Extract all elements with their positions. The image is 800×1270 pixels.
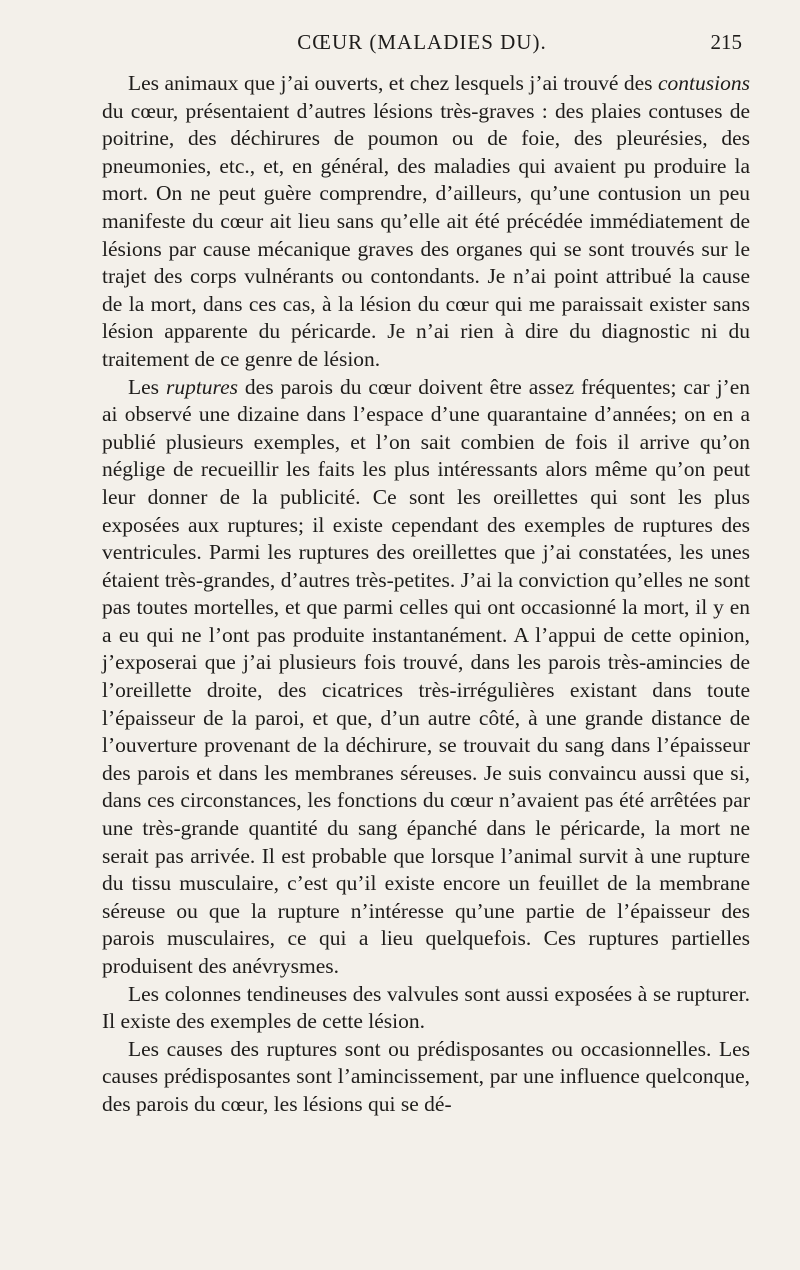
text-run: du cœur, présentaient d’autres lésions très-graves : des plaies contuses de poitrine, des déchirures de poumon ou de foie, des pleurésies, des pneumonies, etc., et, en général, des maladies qui avaient pu produire la mort. On ne peut guère comprendre, d’ailleurs, qu’une contusion un peu manifeste du cœur ait lieu sans qu’elle ait été précédée immédiatement de lésions par cause mécanique graves des organes qui se sont trouvés sur le trajet des corps vulnérants ou contondants. Je n’ai point attribué la cause de la mort, dans ces cas, à la lésion du cœur qui me paraissait exister sans lésion apparente du péricarde. Je n’ai rien à dire du diagnostic ni du traitement de ce genre de lésion. <box>102 98 750 371</box>
body-text <box>102 70 750 1119</box>
text-run: Les causes des ruptures sont ou prédisposantes ou occasionnelles. Les causes prédisposantes sont l’amincissement, par une influence quelconque, des parois du cœur, les lésions qui se dé- <box>102 1036 750 1116</box>
running-title: CŒUR (MALADIES DU). <box>297 30 547 54</box>
text-run: Les colonnes tendineuses des valvules sont aussi exposées à se rupturer. Il existe des exemples de cette lésion. <box>102 981 750 1034</box>
paragraph <box>102 1036 750 1119</box>
paragraph <box>102 374 750 981</box>
page-header <box>102 30 742 60</box>
italic-term: contusions <box>658 71 750 95</box>
italic-term: ruptures <box>165 374 239 399</box>
paragraph <box>102 70 750 374</box>
paragraph <box>102 981 750 1036</box>
text-run: Les <box>128 374 166 399</box>
page-number: 215 <box>710 30 742 54</box>
text-run: des parois du cœur doivent être assez fréquentes; car j’en ai observé une dizaine dans l’espace d’une quarantaine d’années; on en a publié plusieurs exemples, et l’on sait combien de fois il arrive qu’on néglige de recueillir les faits les plus intéressants alors même qu’on peut leur donner de la publicité. Ce sont les oreillettes qui sont les plus exposées aux ruptures; il existe cependant des exemples de ruptures des ventricules. Parmi les ruptures des oreillettes que j’ai constatées, les unes étaient très-grandes, d’autres très-petites. J’ai la conviction qu’elles ne sont pas toutes mortelles, et que parmi celles qui ont occasionné la mort, il y en a eu qui ne l’ont pas produite instantanément. A l’appui de cette opinion, j’exposerai que j’ai plusieurs fois trouvé, dans les parois très-amincies de l’oreillette droite, des cicatrices très-irrégulières existant dans toute l’épaisseur de la paroi, et que, d’un autre côté, à une grande distance de l’ouverture provenant de la déchirure, se trouvait du sang dans l’épaisseur des parois et dans les membranes séreuses. Je suis convaincu aussi que si, dans ces circonstances, les fonctions du cœur n’avaient pas été arrêtées par une très-grande quantité du sang épanché dans le péricarde, la mort ne serait pas arrivée. Il est probable que lorsque l’animal survit à une rupture du tissu musculaire, c’est qu’il existe encore un feuillet de la membrane séreuse ou que la rupture n’intéresse qu’une partie de l’épaisseur des parois musculaires, ce qui a lieu quelquefois. Ces ruptures partielles produisent des anévrysmes. <box>102 374 750 978</box>
text-run: Les animaux que j’ai ouverts, et chez lesquels j’ai trouvé des <box>128 71 659 95</box>
